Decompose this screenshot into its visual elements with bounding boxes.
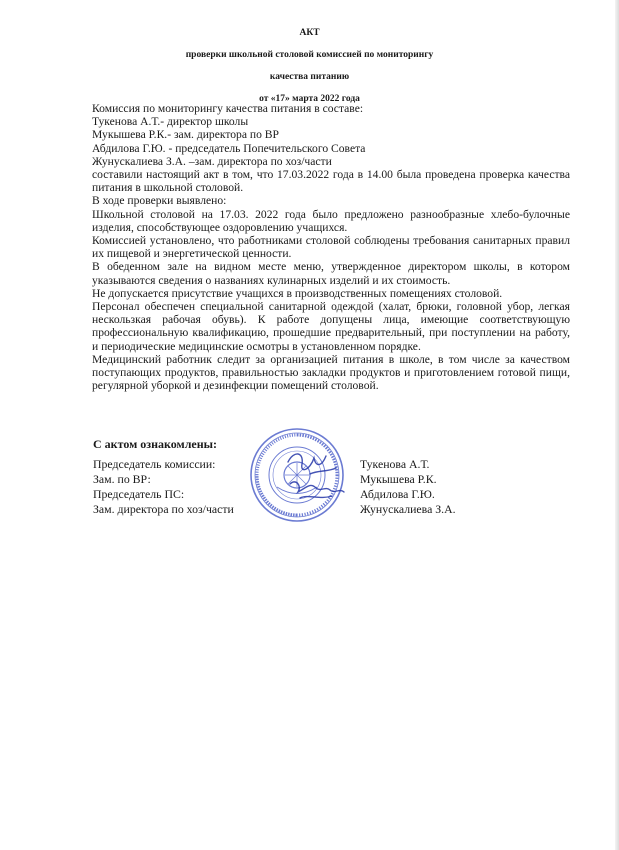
paragraph-findings-intro: В ходе проверки выявлено: — [92, 194, 227, 208]
document-body — [92, 102, 570, 392]
paragraph-no-students: Не допускается присутствие учащихся в производственных помещениях столовой. — [92, 286, 503, 300]
signatory-role: Зам. по ВР: — [93, 472, 151, 486]
signatory-name: Мукышева Р.К. — [360, 472, 437, 486]
member-director: Тукенова А.Т.- директор школы — [92, 115, 249, 129]
signatory-name: Жунускалиева З.А. — [360, 502, 456, 516]
signatory-role: Зам. директора по хоз/части — [93, 502, 234, 516]
signatory-role: Председатель комиссии: — [93, 457, 216, 471]
document-title: АКТ — [299, 28, 320, 38]
document-date: от «17» марта 2022 года — [259, 94, 360, 104]
paragraph-commission: Комиссия по мониторингу качества питания в составе: — [92, 102, 364, 115]
signatory-name: Тукенова А.Т. — [360, 457, 430, 471]
signatory-name: Абдилова Г.Ю. — [360, 487, 435, 501]
paragraph-bakery: Школьной столовой на 17.03. 2022 года было предложено разнообразные хлебо-булочные изделия, способствующее оздоровлению учащихся. — [92, 207, 570, 234]
scan-edge — [615, 0, 619, 850]
document-subtitle-line-2: качества питанию — [269, 72, 350, 82]
member-board-chair: Абдилова Г.Ю. - председатель Попечительского Совета — [92, 141, 366, 155]
member-deputy-household: Жунускалиева З.А. –зам. директора по хоз/части — [92, 154, 332, 168]
document-header — [0, 22, 619, 110]
paragraph-medical-worker: Медицинский работник следит за организацией питания в школе, в том числе за качеством поступающих продуктов, правильностью закладки продуктов и приготовлением готовой пищи, регулярной уборкой и дезинфекции помещений столовой. — [92, 352, 570, 393]
paragraph-menu: В обеденном зале на видном месте меню, утвержденное директором школы, в котором указываются сведения о названиях кулинарных изделий и их стоимость. — [92, 260, 570, 287]
document-subtitle-line-1: проверки школьной столовой комиссией по мониторингу — [185, 50, 434, 60]
paragraph-staff: Персонал обеспечен специальной санитарной одеждой (халат, брюки, головной убор, легкая нескользкая рабочая обувь). К работе допущены лица, имеющие соответствующую профессиональную квалификацию, прошедшие предварительный, при поступлении на работу, и периодические медицинские осмотры в установленном порядке. — [92, 300, 570, 353]
paragraph-sanitary-rules: Комиссией установлено, что работниками столовой соблюдены требования санитарных правил их пищевой и энергетической ценности. — [92, 234, 570, 261]
handwritten-signature-icon — [280, 440, 360, 520]
member-deputy-vr: Мукышева Р.К.- зам. директора по ВР — [92, 128, 279, 142]
paragraph-act-statement: составили настоящий акт в том, что 17.03.2022 года в 14.00 была проведена проверка качества питания в школьной столовой. — [92, 168, 570, 195]
acknowledgement-title: С актом ознакомлены: — [93, 437, 218, 451]
signatory-role: Председатель ПС: — [93, 487, 185, 501]
